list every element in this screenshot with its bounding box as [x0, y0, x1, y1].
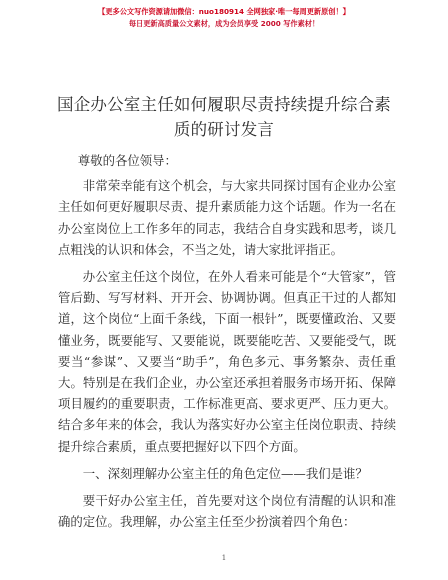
document-body	[58, 150, 396, 538]
paragraph-intro: 非常荣幸能有这个机会，与大家共同探讨国有企业办公室主任如何更好履职尽责、提升素质能力这个话题。作为一名在办公室岗位上工作多年的同志，我结合自身实践和思考，谈几点粗浅的认识和体会，不当之处，请大家批评指正。	[58, 178, 396, 257]
promo-banner-line-2: 每日更新高质量公文素材，成为会员享受 2000 写作素材！	[128, 19, 320, 28]
page-number: 1	[221, 554, 227, 562]
paragraph-role-overview: 办公室主任这个岗位，在外人看来可能是个“大管家”，管管后勤、写写材料、开开会、协调协调。但真正干过的人都知道，这个岗位“上面千条线，下面一根针”，既要懂政治、又要懂业务，既要能写、又要能说，既要能吃苦、又要能受气，既要当“参谋”、又要当“助手”，角色多元、事务繁杂、责任重大。特别是在我们企业，办公室还承担着服务市场开拓、保障项目履约的重要职责，工作标准更高、要求更严、压力更大。结合多年来的体会，我认为落实好办公室主任岗位职责、持续提升综合素质，重点要把握好以下四个方面。	[58, 269, 396, 454]
paragraph-section-1: 要干好办公室主任，首先要对这个岗位有清醒的认识和准确的定位。我理解，办公室主任至少扮演着四个角色：	[58, 493, 396, 530]
document-title: 国企办公室主任如何履职尽责持续提升综合素质的研讨发言	[57, 95, 391, 139]
promo-banner	[0, 6, 448, 30]
section-heading-1: 一、深刻理解办公室主任的角色定位——我们是谁？	[82, 465, 368, 481]
salutation: 尊敬的各位领导：	[77, 153, 177, 168]
promo-banner-line-1: 【更多公文写作资源请加微信：nuo180914 全网独家·唯一每周更新原创！】	[98, 7, 350, 16]
